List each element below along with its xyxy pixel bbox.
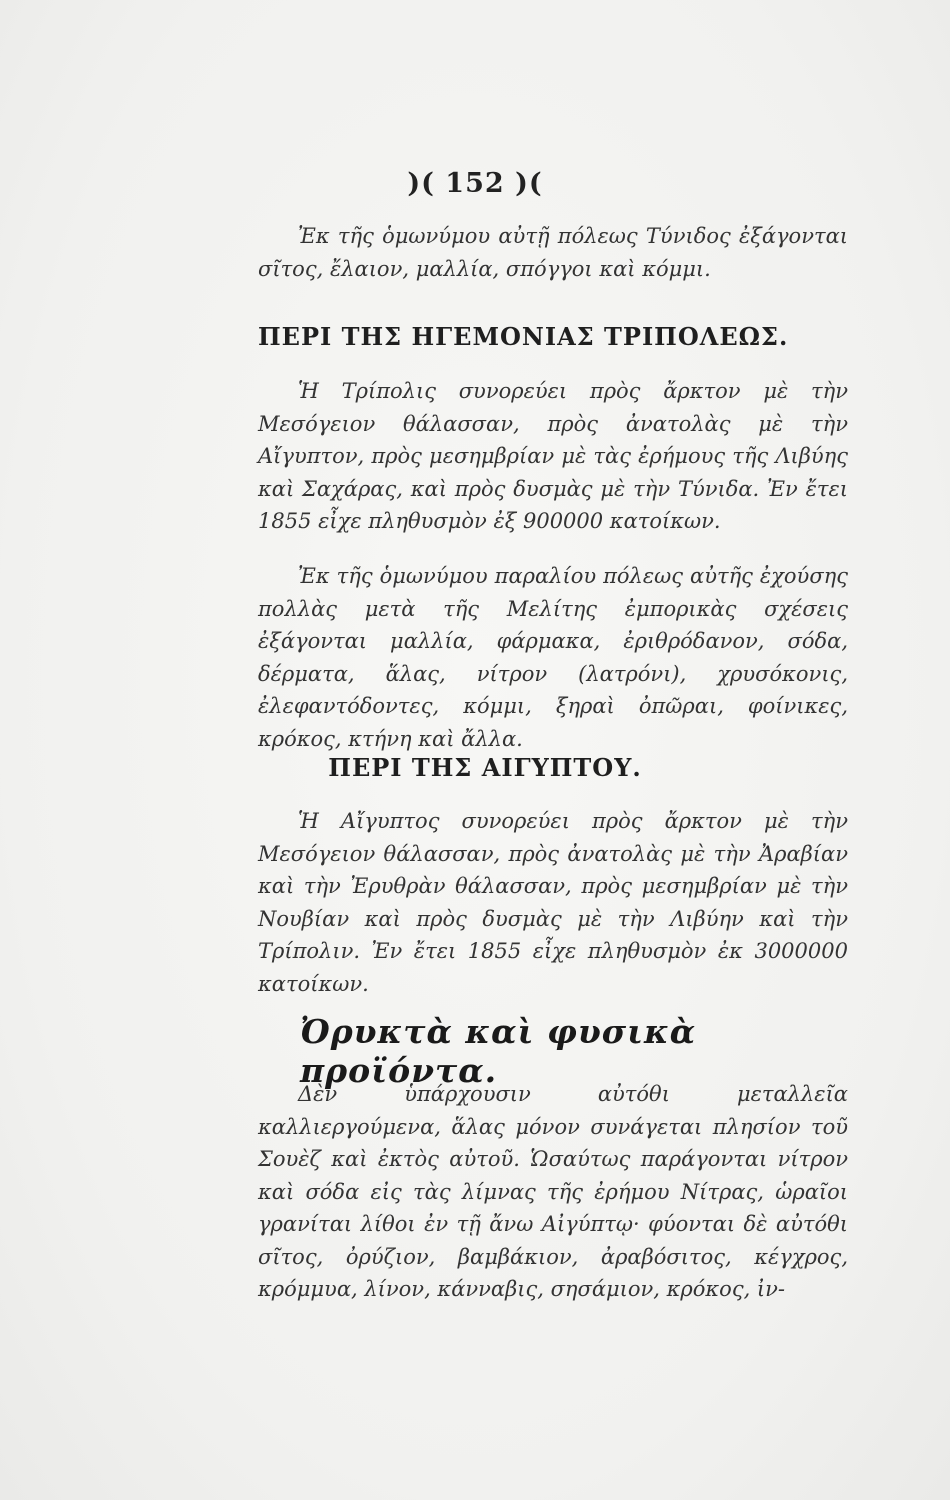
paragraph-egypt-borders: Ἡ Αἴγυπτος συνορεύει πρὸς ἄρκτον μὲ τὴν Μεσόγειον θάλασσαν, πρὸς ἀνατολὰς μὲ τὴν Ἀραβίαν καὶ τὴν Ἐρυθρὰν θάλασσαν, πρὸς μεσημβρίαν μὲ τὴν Νουβίαν καὶ πρὸς δυσμὰς μὲ τὴν Λιβύην καὶ τὴν Τρίπολιν. Ἐν ἔτει 1855 εἶχε πληθυσμὸν ἐκ 3000000 κατοίκων. bbox=[258, 809, 848, 996]
section-heading-tripoli: ΠΕΡΙ ΤΗΣ ΗΓΕΜΟΝΙΑΣ ΤΡΙΠΟΛΕΩΣ. bbox=[258, 322, 789, 351]
paragraph-egypt-minerals: Δὲν ὑπάρχουσιν αὐτόθι μεταλλεῖα καλλιεργούμενα, ἅλας μόνον συνάγεται πλησίον τοῦ Σουὲζ καὶ ἐκτὸς αὐτοῦ. Ὡσαύτως παράγονται νίτρον καὶ σόδα εἰς τὰς λίμνας τῆς ἐρήμου Νίτρας, ὡραῖοι γρανίται λίθοι ἐν τῇ ἄνω Αἰγύπτῳ· φύονται δὲ αὐτόθι σῖτος, ὀρύζιον, βαμβάκιον, ἀραβόσιτος, κέγχρος, κρόμμυα, λίνον, κάνναβις, σησάμιον, κρόκος, ἰν- bbox=[258, 1082, 848, 1301]
section-heading-egypt: ΠΕΡΙ ΤΗΣ ΑΙΓΥΠΤΟΥ. bbox=[328, 753, 642, 782]
paragraph-tripoli-exports: Ἐκ τῆς ὁμωνύμου παραλίου πόλεως αὐτῆς ἐχούσης πολλὰς μετὰ τῆς Μελίτης ἐμπορικὰς σχέσεις ἐξάγονται μαλλία, φάρμακα, ἐριθρόδανον, σόδα, δέρματα, ἅλας, νίτρον (λατρόνι), χρυσόκονις, ἐλεφαντόδοντες, κόμμι, ξηραὶ ὀπῶραι, φοίνικες, κρόκος, κτήνη καὶ ἄλλα. bbox=[258, 564, 848, 751]
subheading-minerals-products: Ὀρυκτὰ καὶ φυσικὰ προϊόντα. bbox=[300, 1012, 697, 1090]
paragraph-tunis-exports: Ἐκ τῆς ὁμωνύμου αὐτῇ πόλεως Τύνιδος ἐξάγονται σῖτος, ἔλαιον, μαλλία, σπόγγοι καὶ κόμμι. bbox=[258, 224, 848, 281]
paragraph-tripoli-borders: Ἡ Τρίπολις συνορεύει πρὸς ἄρκτον μὲ τὴν Μεσόγειον θάλασσαν, πρὸς ἀνατολὰς μὲ τὴν Αἴγυπτον, πρὸς μεσημβρίαν μὲ τὰς ἐρήμους τῆς Λιβύης καὶ Σαχάρας, καὶ πρὸς δυσμὰς μὲ τὴν Τύνιδα. Ἐν ἔτει 1855 εἶχε πληθυσμὸν ἐξ 900000 κατοίκων. bbox=[258, 379, 848, 533]
page-number-header: )( 152 )( bbox=[407, 168, 543, 199]
